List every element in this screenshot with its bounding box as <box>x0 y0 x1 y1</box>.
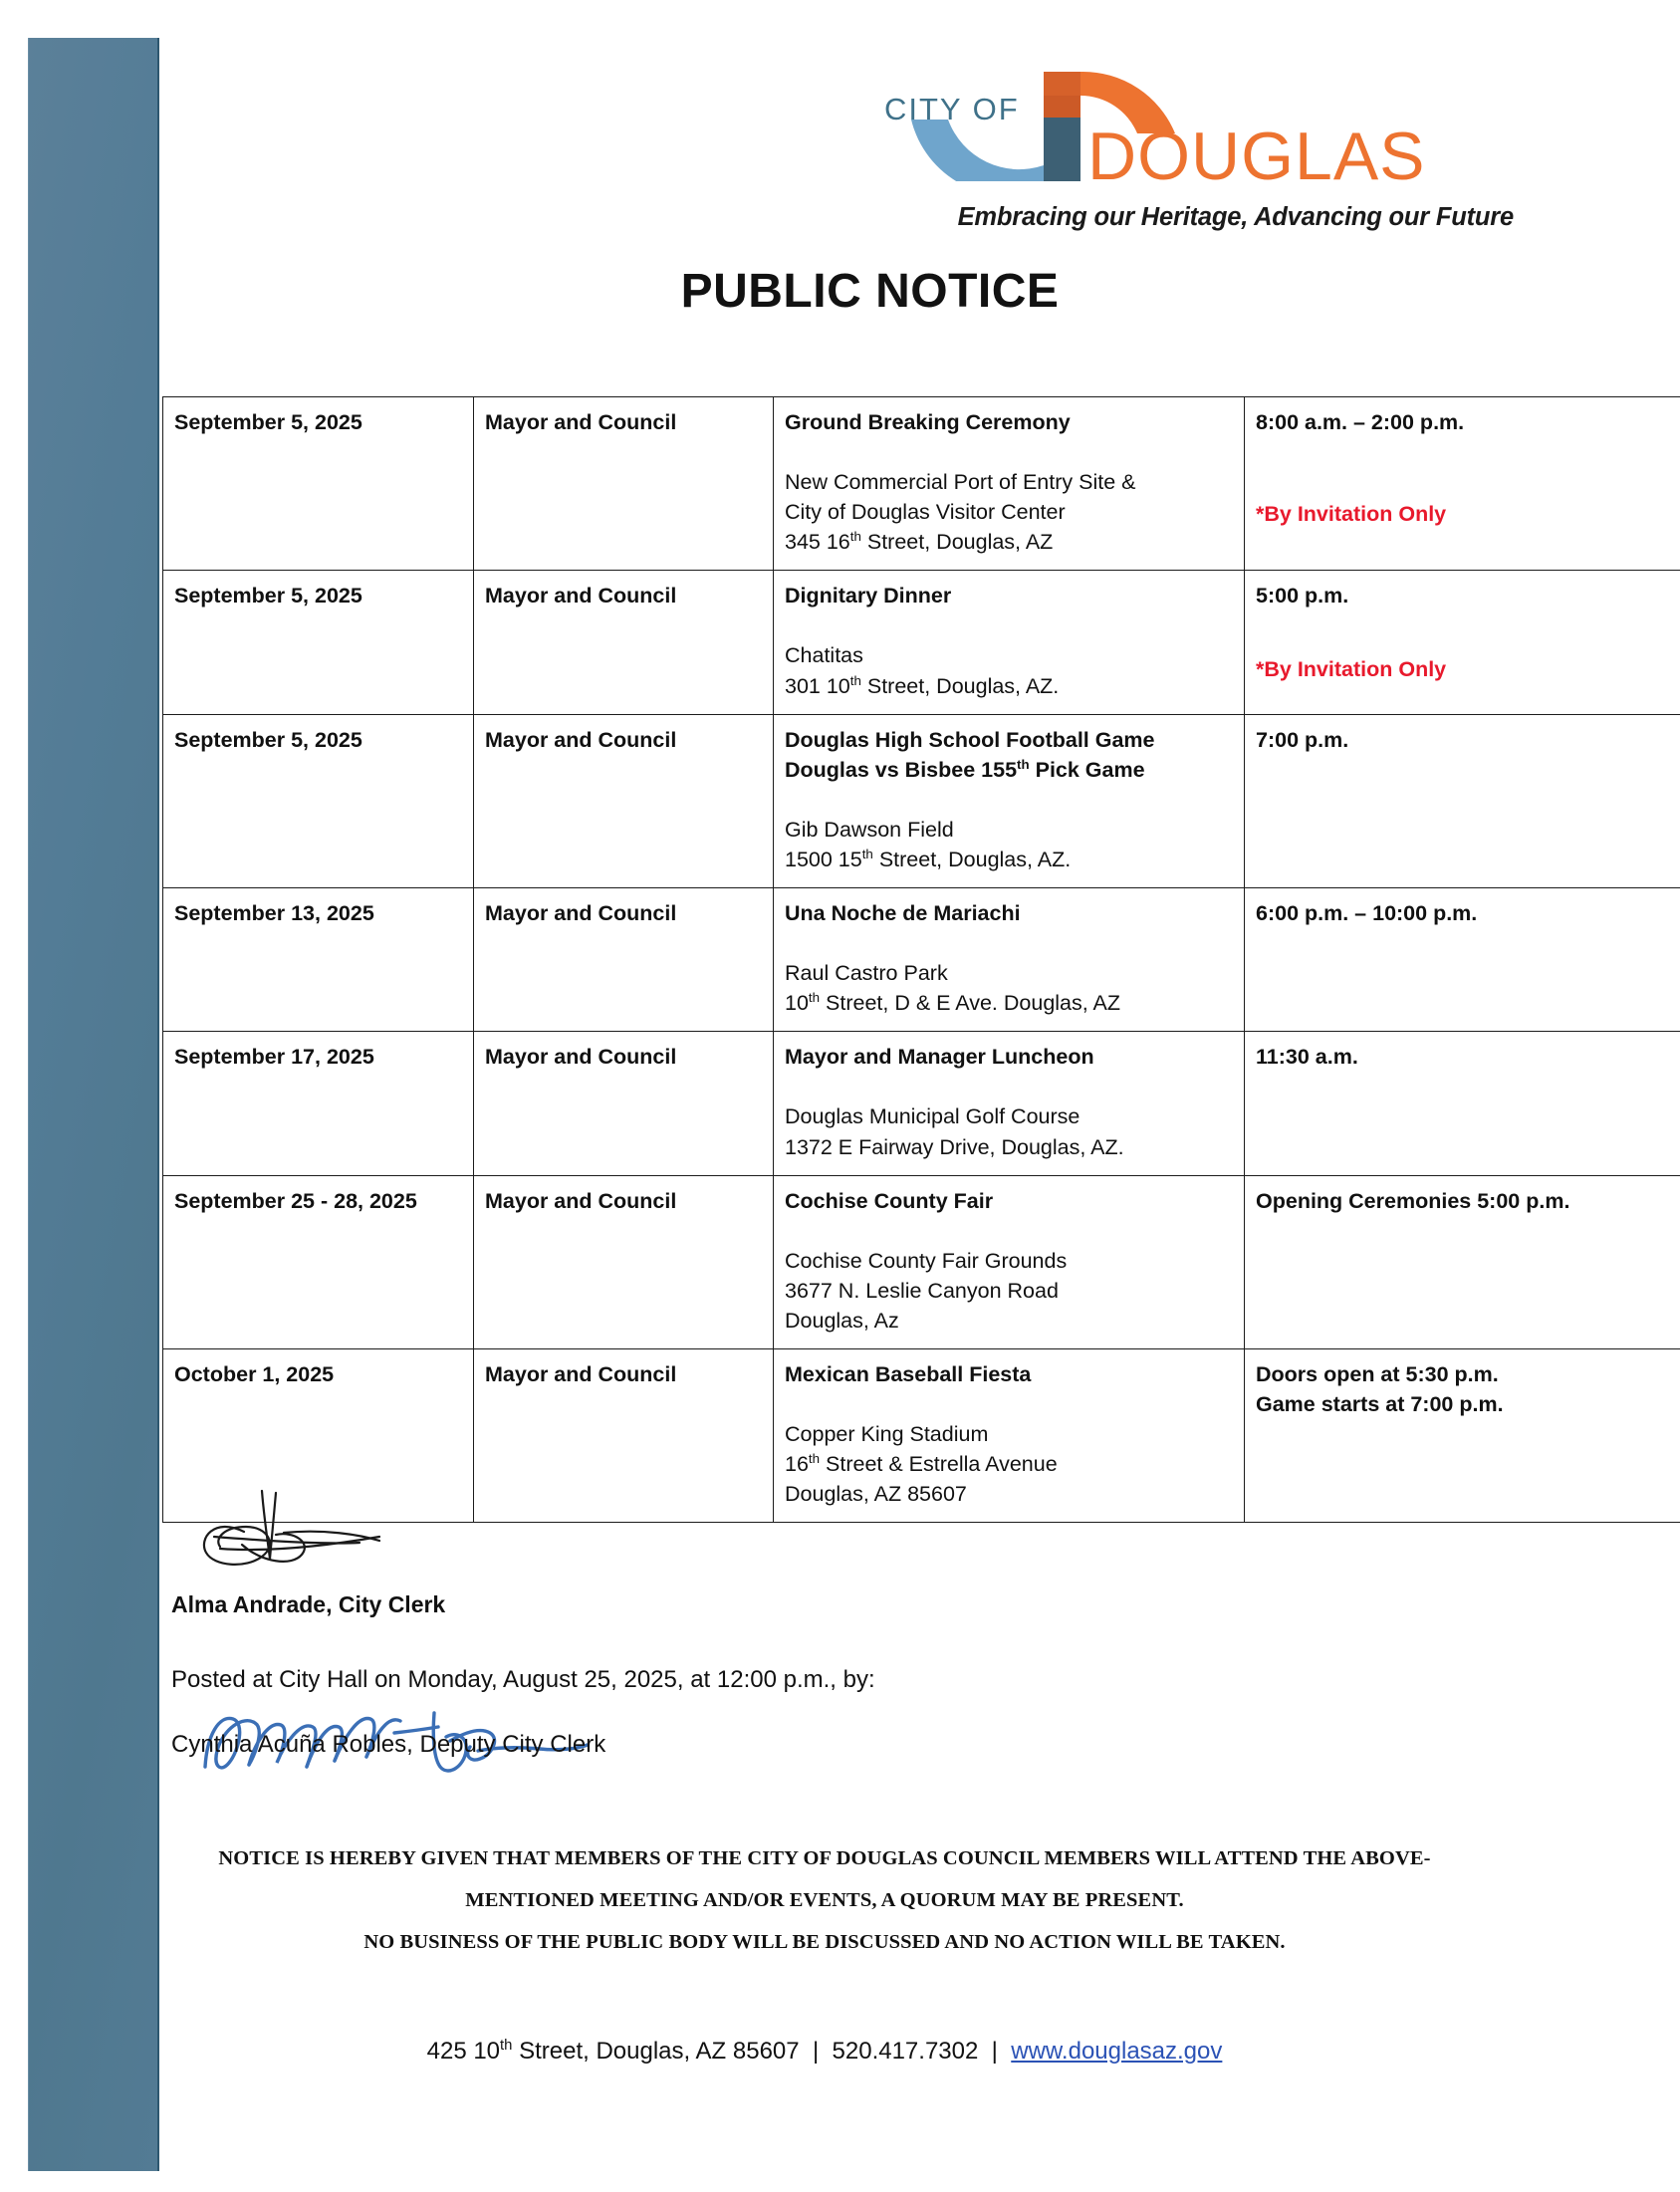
event-location-line: Douglas Municipal Golf Course <box>785 1104 1080 1129</box>
event-location-line: 16th Street & Estrella Avenue <box>785 1451 1058 1477</box>
cell-date: September 5, 2025 <box>163 397 474 571</box>
event-title: Cochise County Fair <box>785 1188 994 1213</box>
cell-body: Mayor and Council <box>474 571 774 714</box>
cell-time <box>1245 714 1680 887</box>
event-location-line: Douglas, Az <box>785 1308 899 1333</box>
table-row <box>163 888 1680 1032</box>
footer-contact <box>162 2038 1487 2066</box>
cell-event <box>774 1032 1245 1175</box>
deputy-clerk-name: Cynthia Acuña Robles, Deputy City Clerk <box>171 1731 606 1758</box>
city-clerk-signature <box>184 1487 483 1577</box>
event-location-line: Chatitas <box>785 643 863 668</box>
event-time: 7:00 p.m. <box>1256 727 1349 752</box>
cell-date: September 25 - 28, 2025 <box>163 1175 474 1348</box>
event-location-line: New Commercial Port of Entry Site & <box>785 470 1136 495</box>
event-time: Doors open at 5:30 p.m. <box>1256 1361 1499 1386</box>
svg-text:CITY OF: CITY OF <box>884 92 1020 126</box>
cell-time <box>1245 1175 1680 1348</box>
events-table <box>162 396 1680 1523</box>
event-time: 8:00 a.m. – 2:00 p.m. <box>1256 410 1465 434</box>
event-title: Una Noche de Mariachi <box>785 901 1021 926</box>
event-time: Opening Ceremonies 5:00 p.m. <box>1256 1188 1570 1213</box>
city-website-link[interactable]: www.douglasaz.gov <box>1011 2038 1223 2065</box>
cell-time <box>1245 397 1680 571</box>
city-logo <box>876 62 1494 181</box>
cell-date: September 17, 2025 <box>163 1032 474 1175</box>
table-row <box>163 1175 1680 1348</box>
event-location-line: Gib Dawson Field <box>785 817 954 842</box>
event-time: 11:30 a.m. <box>1256 1045 1358 1070</box>
cell-body: Mayor and Council <box>474 714 774 887</box>
cell-date: September 5, 2025 <box>163 714 474 887</box>
invitation-note: *By Invitation Only <box>1256 657 1447 682</box>
legal-notice <box>162 1837 1487 1963</box>
legal-line-2: MENTIONED MEETING AND/OR EVENTS, A QUORUM MAY BE PRESENT. <box>465 1889 1184 1912</box>
table-row <box>163 714 1680 887</box>
table-row <box>163 397 1680 571</box>
event-time: 6:00 p.m. – 10:00 p.m. <box>1256 901 1478 926</box>
cell-time <box>1245 1348 1680 1522</box>
legal-line-3: NO BUSINESS OF THE PUBLIC BODY WILL BE DISCUSSED AND NO ACTION WILL BE TAKEN. <box>363 1931 1286 1954</box>
cell-time <box>1245 571 1680 714</box>
event-location-line: 10th Street, D & E Ave. Douglas, AZ <box>785 990 1120 1016</box>
cell-date: October 1, 2025 <box>163 1348 474 1522</box>
cell-body: Mayor and Council <box>474 1348 774 1522</box>
cell-body: Mayor and Council <box>474 397 774 571</box>
svg-text:DOUGLAS: DOUGLAS <box>1087 119 1426 181</box>
cell-event <box>774 397 1245 571</box>
footer-address: 425 10th Street, Douglas, AZ 85607 | 520.417.7302 | <box>426 2038 1012 2065</box>
event-title: Douglas High School Football Game <box>785 727 1155 752</box>
cell-event <box>774 571 1245 714</box>
event-subtitle: Douglas vs Bisbee 155th Pick Game <box>785 756 1145 782</box>
event-location-line: Douglas, AZ 85607 <box>785 1482 967 1507</box>
event-title: Dignitary Dinner <box>785 584 952 609</box>
cell-body: Mayor and Council <box>474 1175 774 1348</box>
cell-event <box>774 1175 1245 1348</box>
table-row <box>163 571 1680 714</box>
cell-time <box>1245 1032 1680 1175</box>
event-title: Mexican Baseball Fiesta <box>785 1361 1032 1386</box>
city-tagline: Embracing our Heritage, Advancing our Future <box>957 203 1514 231</box>
douglas-logo-icon <box>876 62 1494 181</box>
city-clerk-name: Alma Andrade, City Clerk <box>171 1591 446 1617</box>
table-row <box>163 1032 1680 1175</box>
event-time-secondary: Game starts at 7:00 p.m. <box>1256 1392 1504 1417</box>
event-location-line: 345 16th Street, Douglas, AZ <box>785 529 1054 555</box>
event-location-line: Copper King Stadium <box>785 1422 989 1447</box>
cell-event <box>774 1348 1245 1522</box>
posted-statement: Posted at City Hall on Monday, August 25, 2025, at 12:00 p.m., by: <box>171 1666 875 1693</box>
event-location-line: 1500 15th Street, Douglas, AZ. <box>785 846 1072 871</box>
cell-date: September 13, 2025 <box>163 888 474 1032</box>
cell-event <box>774 714 1245 887</box>
cell-time <box>1245 888 1680 1032</box>
page-title: PUBLIC NOTICE <box>680 265 1060 318</box>
cell-date: September 5, 2025 <box>163 571 474 714</box>
event-location-line: Cochise County Fair Grounds <box>785 1248 1068 1273</box>
event-location-line: City of Douglas Visitor Center <box>785 500 1066 525</box>
event-title: Ground Breaking Ceremony <box>785 410 1071 434</box>
cell-body: Mayor and Council <box>474 888 774 1032</box>
event-time: 5:00 p.m. <box>1256 584 1349 609</box>
legal-line-1: NOTICE IS HEREBY GIVEN THAT MEMBERS OF THE CITY OF DOUGLAS COUNCIL MEMBERS WILL ATTEND THE ABOVE- <box>218 1847 1431 1869</box>
event-title: Mayor and Manager Luncheon <box>785 1045 1094 1070</box>
event-location-line: 3677 N. Leslie Canyon Road <box>785 1278 1059 1303</box>
event-location-line: 301 10th Street, Douglas, AZ. <box>785 672 1060 698</box>
event-location-line: 1372 E Fairway Drive, Douglas, AZ. <box>785 1134 1124 1159</box>
cell-body: Mayor and Council <box>474 1032 774 1175</box>
event-location-line: Raul Castro Park <box>785 961 948 986</box>
cell-event <box>774 888 1245 1032</box>
invitation-note: *By Invitation Only <box>1256 502 1447 527</box>
